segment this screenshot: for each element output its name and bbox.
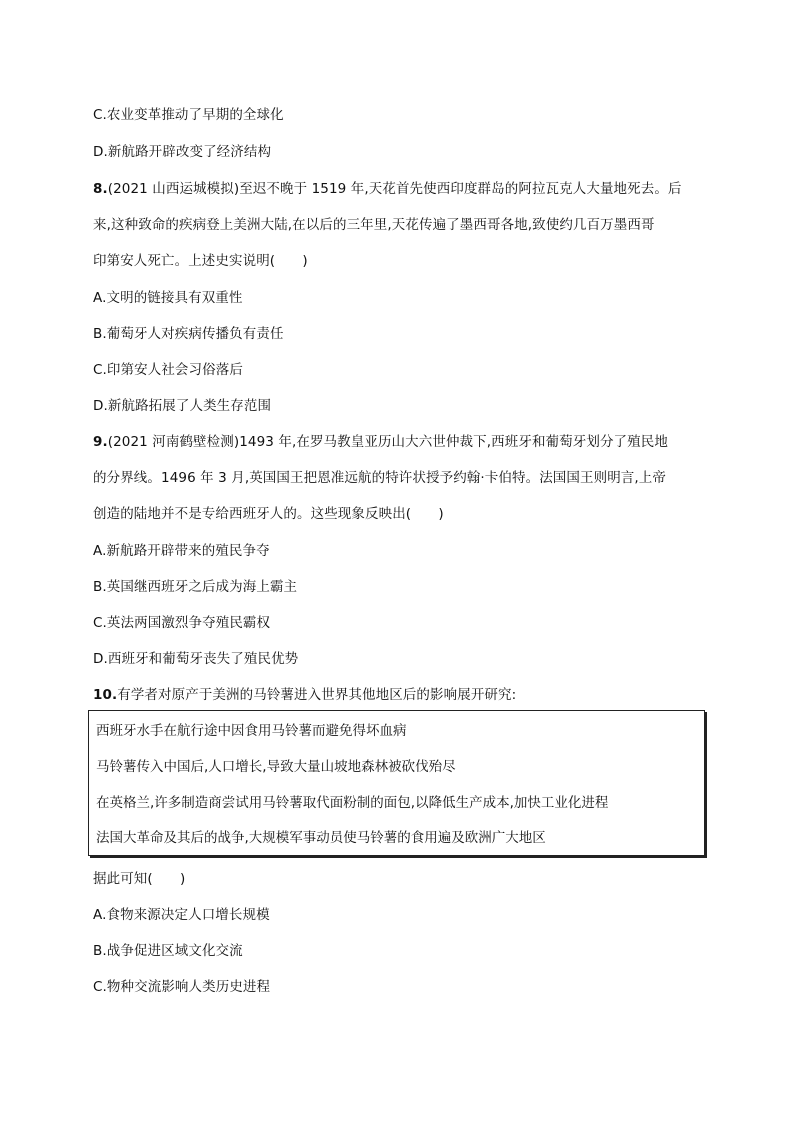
q9-stem-text-1: (2021 河南鹤壁检测)1493 年,在罗马教皇亚历山大六世仲裁下,西班牙和葡萄牙划分了殖民地: [107, 434, 668, 450]
q10-number: 10.: [93, 687, 118, 703]
q10-option-c: C.物种交流影响人类历史进程: [93, 979, 271, 995]
q8-option-d: D.新航路拓展了人类生存范围: [93, 398, 272, 414]
q10-ask: 据此可知( ): [93, 871, 186, 887]
q8-stem-line-2: 来,这种致命的疾病登上美洲大陆,在以后的三年里,天花传遍了墨西哥各地,致使约几百万墨西哥: [93, 217, 655, 233]
q8-option-a: A.文明的链接具有双重性: [93, 290, 243, 306]
q10-material-row-1: 西班牙水手在航行途中因食用马铃薯而避免得坏血病: [96, 723, 407, 739]
q9-option-a: A.新航路开辟带来的殖民争夺: [93, 543, 270, 559]
q9-stem-line-3: 创造的陆地并不是专给西班牙人的。这些现象反映出( ): [93, 506, 444, 522]
q8-number: 8.: [93, 181, 108, 197]
q8-stem-line-3: 印第安人死亡。上述史实说明( ): [93, 253, 308, 269]
q9-option-c: C.英法两国激烈争夺殖民霸权: [93, 615, 271, 631]
q7-option-d: D.新航路开辟改变了经济结构: [93, 144, 272, 160]
q8-option-c: C.印第安人社会习俗落后: [93, 362, 243, 378]
q7-option-c: C.农业变革推动了早期的全球化: [93, 107, 284, 123]
q10-material-box: [88, 710, 705, 856]
q9-number: 9.: [93, 434, 108, 450]
q8-stem-line-1: [93, 180, 682, 198]
q10-stem-line: [93, 686, 516, 704]
q10-option-b: B.战争促进区域文化交流: [93, 943, 243, 959]
q10-stem-text: 有学者对原产于美洲的马铃薯进入世界其他地区后的影响展开研究:: [117, 687, 517, 703]
q9-stem-line-1: [93, 433, 668, 451]
q10-option-a: A.食物来源决定人口增长规模: [93, 907, 270, 923]
q10-material-row-3: 在英格兰,许多制造商尝试用马铃薯取代面粉制的面包,以降低生产成本,加快工业化进程: [96, 795, 609, 811]
q8-option-b: B.葡萄牙人对疾病传播负有责任: [93, 326, 284, 342]
q8-stem-text-1: (2021 山西运城模拟)至迟不晚于 1519 年,天花首先使西印度群岛的阿拉瓦克人大量地死去。后: [107, 181, 682, 197]
q10-material-row-4: 法国大革命及其后的战争,大规模军事动员使马铃薯的食用遍及欧洲广大地区: [96, 830, 546, 846]
q10-material-row-2: 马铃薯传入中国后,人口增长,导致大量山坡地森林被砍伐殆尽: [96, 759, 456, 775]
q9-option-b: B.英国继西班牙之后成为海上霸主: [93, 579, 298, 595]
q9-stem-line-2: 的分界线。1496 年 3 月,英国国王把恩准远航的特许状授予约翰·卡伯特。法国国王则明言,上帝: [93, 470, 666, 486]
q9-option-d: D.西班牙和葡萄牙丧失了殖民优势: [93, 651, 299, 667]
